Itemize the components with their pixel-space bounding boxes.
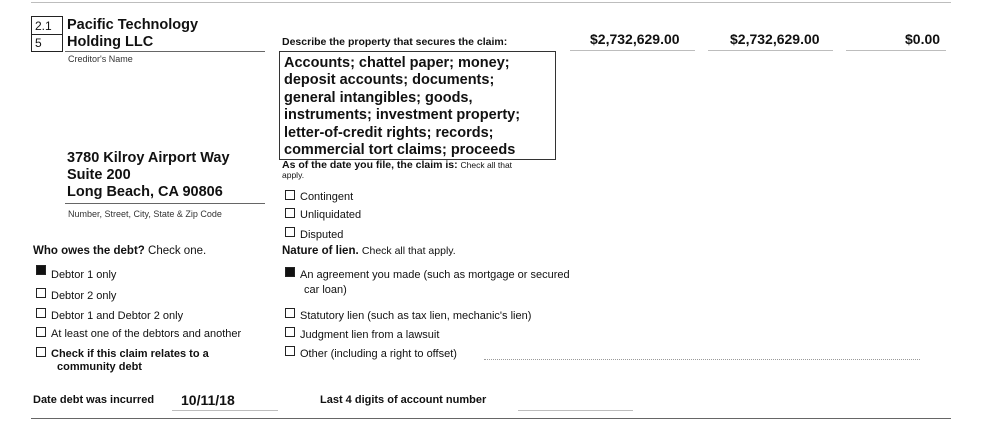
property-line: Accounts; chattel paper; money;	[284, 55, 510, 71]
contingent-checkbox[interactable]	[285, 190, 295, 200]
date-incurred-rule	[172, 410, 278, 411]
date-incurred-value: 10/11/18	[181, 392, 235, 408]
judgment-lien-checkbox[interactable]	[285, 327, 295, 337]
agreement-checkbox[interactable]	[285, 267, 295, 277]
debtor2-only-checkbox[interactable]	[36, 288, 46, 298]
debtor1-only-checkbox[interactable]	[36, 265, 46, 275]
address-rule	[65, 203, 265, 204]
statutory-lien-checkbox[interactable]	[285, 308, 295, 318]
claim-number-top: 2.1	[35, 19, 52, 33]
claim-number-box	[31, 16, 63, 52]
agreement-label	[300, 269, 570, 297]
collateral-value-rule	[708, 50, 833, 51]
address-line1: 3780 Kilroy Airport Way	[67, 150, 230, 166]
lien-header-bold: Nature of lien.	[282, 245, 359, 257]
statutory-lien-label: Statutory lien (such as tax lien, mechanic's lien)	[300, 310, 532, 322]
property-line: deposit accounts; documents;	[284, 72, 495, 89]
creditor-name-caption: Creditor's Name	[68, 54, 133, 64]
account-number-rule	[518, 410, 633, 411]
claim-number-divider	[32, 34, 62, 35]
debtor2-only-label: Debtor 2 only	[51, 290, 117, 302]
debtor1-and-2-label: Debtor 1 and Debtor 2 only	[51, 310, 184, 322]
collateral-value: $2,732,629.00	[730, 31, 820, 47]
date-incurred-label: Date debt was incurred	[33, 394, 155, 406]
unliquidated-label: Unliquidated	[300, 209, 362, 221]
debtor1-and-2-checkbox[interactable]	[36, 308, 46, 318]
property-line: general intangibles; goods,	[284, 89, 473, 106]
property-line: commercial tort claims; proceeds	[284, 142, 516, 159]
debtor-header	[33, 245, 206, 257]
community-debt-label	[51, 348, 209, 374]
address-line3: Long Beach, CA 90806	[67, 184, 223, 200]
claim-amount: $2,732,629.00	[590, 31, 680, 47]
top-rule	[31, 2, 951, 3]
other-lien-rule	[484, 359, 920, 360]
community-debt-checkbox[interactable]	[36, 347, 46, 357]
claim-amount-rule	[570, 50, 695, 51]
unsecured-portion-rule	[846, 50, 946, 51]
debtor-header-tail: Check one.	[148, 245, 207, 257]
at-least-one-label: At least one of the debtors and another	[51, 328, 242, 340]
judgment-lien-label: Judgment lien from a lawsuit	[300, 329, 440, 341]
property-prompt: Describe the property that secures the claim:	[282, 36, 508, 48]
agreement-label-line2: car loan)	[304, 284, 347, 296]
lien-header	[282, 245, 456, 257]
creditor-name	[67, 17, 198, 51]
claim-status-header-bold: As of the date you file, the claim is:	[282, 159, 458, 171]
claim-status-header-tail2: apply.	[282, 170, 305, 180]
address-caption: Number, Street, City, State & Zip Code	[68, 209, 222, 219]
claim-status-header	[282, 160, 562, 180]
property-line: instruments; investment property;	[284, 107, 521, 124]
property-description-box	[279, 51, 556, 160]
creditor-name-line1: Pacific Technology	[67, 17, 199, 33]
property-description-text	[284, 55, 520, 159]
disputed-label: Disputed	[300, 229, 344, 241]
claim-number-bottom: 5	[35, 36, 42, 50]
unliquidated-checkbox[interactable]	[285, 208, 295, 218]
creditor-name-line2: Holding LLC	[67, 34, 154, 50]
creditor-address	[67, 150, 230, 201]
address-line2: Suite 200	[67, 167, 131, 183]
disputed-checkbox[interactable]	[285, 227, 295, 237]
community-debt-label-line1: Check if this claim relates to a	[51, 348, 209, 360]
lien-header-tail: Check all that apply.	[361, 245, 456, 257]
contingent-label: Contingent	[300, 191, 354, 203]
claim-status-header-tail: Check all that	[460, 160, 513, 170]
account-number-label: Last 4 digits of account number	[320, 394, 487, 406]
community-debt-label-line2: community debt	[57, 361, 142, 373]
at-least-one-checkbox[interactable]	[36, 327, 46, 337]
property-line: letter-of-credit rights; records;	[284, 124, 494, 141]
agreement-label-line1: An agreement you made (such as mortgage or secured	[300, 269, 570, 281]
other-lien-label: Other (including a right to offset)	[300, 348, 457, 360]
unsecured-portion: $0.00	[905, 31, 941, 47]
other-lien-checkbox[interactable]	[285, 346, 295, 356]
debtor1-only-label: Debtor 1 only	[51, 269, 117, 281]
bottom-rule	[31, 418, 951, 419]
creditor-name-rule	[65, 51, 265, 52]
debtor-header-bold: Who owes the debt?	[33, 245, 145, 257]
